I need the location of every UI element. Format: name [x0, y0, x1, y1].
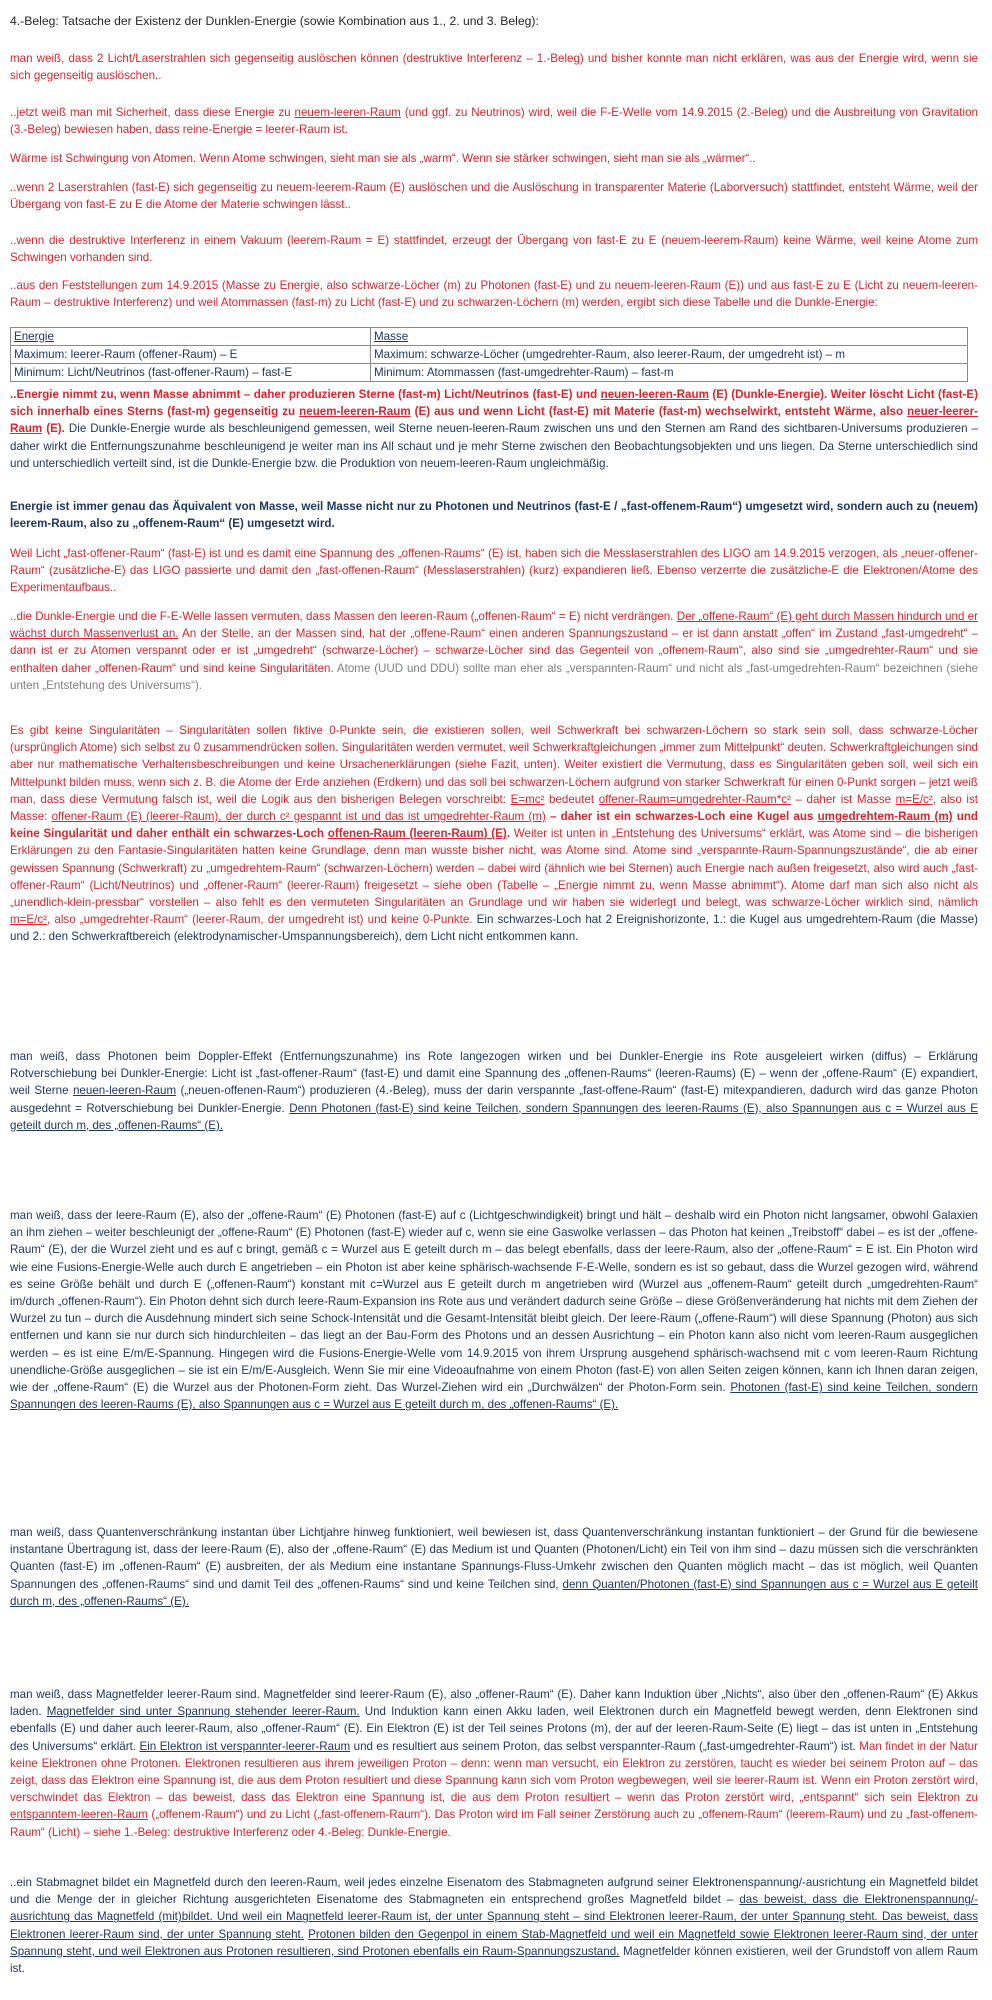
underlined-text-run: neuem-leeren-Raum: [294, 106, 401, 119]
section-heading-4: 4.-Beleg: Tatsache der Existenz der Dunklen-Energie (sowie Kombination aus 1., 2. und 3. Beleg):: [10, 14, 539, 28]
underlined-text-run: neuen-leeren-Raum: [72, 1084, 177, 1098]
paragraph: [10, 50, 978, 84]
paragraph: [10, 608, 978, 694]
underlined-text-run: offenen-Raum (leeren-Raum) (E): [327, 827, 507, 841]
paragraph: [10, 150, 978, 167]
text-run: man weiß, dass Quantenverschränkung instantan über Lichtjahre hinweg funktioniert, weil bewiesen ist, dass Quantenverschränkung instantan funktioniert – der Grund für die bewiesene instantane Übertragung ist, dass der leere-Raum (E), also der „offene-Raum“ (E) das Medium ist und Quanten (Photonen/Licht) ein Teil von ihm sind – dazu müssen sich die verschränkten Quanten (fast-E) im „offenen-Raum“ (E) ausbreiten, der als Medium eine instantane Spannungs-Fluss-Umkehr zwischen den Quanten möglich macht – das ist möglich, weil Quanten Spannungen des „offenen-Raums“ sind und damit Teil des „offenen-Raums“ sind und keine Teilchen sind,: [10, 1526, 978, 1591]
underlined-text-run: Magnetfelder sind unter Spannung stehender leerer-Raum.: [46, 1705, 360, 1719]
text-run: An der Stelle, an der Massen sind, hat der „offene-Raum“ einen anderen Spannungszustand – er ist dann anstatt „offen“ im Zustand „fast-umgedreht“ – dann ist er zu Atomen verspannt oder er ist „umgedreht“ (schwarze-Löcher) – schwarze-Löcher sind das Gegenteil von „offenem-Raum“, also sind sie „umgedrehter-Raum“ und sie enthalten daher „offenen-Raum“ und sind keine Singularitäten.: [10, 627, 979, 675]
underlined-text-run: Denn Photonen (fast-E) sind keine Teilchen, sondern Spannungen des leeren-Raums (E), also Spannungen aus c = Wurzel aus E geteilt durch m, des „offenen-Raums“ (E).: [10, 1101, 978, 1132]
text-run: Weil Licht „fast-offener-Raum“ (fast-E) ist und es damit eine Spannung des „offenen-Raums“ (E) ist, haben sich die Messlaserstrahlen des LIGO am 14.9.2015 verzogen, als „neuer-offener-Raum“ (zusätzliche-E) das LIGO passierte und damit den „fast-offenen-Raum“ (Messlaserstrahlen) (kurz) expandieren ließ. Ebenso verzerrte die zusätzliche-E die Elektronen/Atome des Experimentaufbaus..: [10, 547, 978, 595]
text-run: Man findet in der Natur keine Elektronen ohne Protonen. Elektronen resultieren aus ihrem jeweiligen Proton – denn: wenn man versucht, ein Elektron zu zerstören, taucht es wieder bei seinem Proton auf – das zeigt, dass das Elektron eine Spannung ist, die aus dem Proton resultiert und diese Spannung kann sich vom Proton wegbewegen, weil sie leerer-Raum ist. Wenn ein Proton zerstört wird, verschwindet das Elektron – das beweist, dass das Elektron eine Spannung ist, die aus dem Proton resultiert – wenn das Proton zerstört wird, „entspannt“ sich sein Elektron zu: [10, 1739, 978, 1805]
text-run: ..wenn die destruktive Interferenz in einem Vakuum (leerem-Raum = E) stattfindet, erzeugt der Übergang von fast-E zu E (neuem-leerem-Raum) keine Wärme, weil keine Atome zum Schwingen vorhanden sind.: [10, 234, 978, 265]
table-header-row: [11, 328, 968, 346]
paragraph: [10, 1048, 978, 1134]
text-run: Es gibt keine Singularitäten – Singularitäten sollen fiktive 0-Punkte sein, die existieren sollen, weil Schwerkraft bei schwarzen-Löchern so stark sein soll, dass schwarze-Löcher (ursprünglich Atome) sich selbst zu 0 zusammendrücken sollen. Singularitäten werden vermutet, weil Schwerkraftgleichungen „immer zum Mittelpunkt“ deuten. Schwerkraftgleichungen sind aber nur mathematische Verhaltensbeschreibungen und keine Ursachenerklärungen (siehe Fazit, unten). Weiter existiert die Vermutung, dass es Singularitäten geben soll, weil sich ein Mittelpunkt bilden muss, wenn sich z. B. die Atome der Erde anziehen (Erdkern) und das soll bei schwarzen-Löchern aufgrund von starker Schwerkraft für einen 0-Punkt sorgen – jetzt weiß man, dass diese Vermutung falsch ist, weil die Logik aus den bisherigen Belegen vorschreibt:: [10, 724, 978, 806]
text-run: Weiter ist unten in „Entstehung des Universums“ erklärt, was Atome sind – die bisherigen Erklärungen zu den Fantasie-Singularitäten hatten keine Grundlage, denn man wusste bisher nicht, was Atome sind. Atome sind „verspannte-Raum-Spannungszustände“, die ab einer gewissen Spannung (Schwerkraft) zu „umgedrehtem-Raum“ (schwarzen-Löchern) werden – dabei wird (ähnlich wie bei Sternen) auch Energie nach außen freigesetzt, also wird auch „fast-offener-Raum“ (Licht/Neutrinos) und „offener-Raum“ (leerer-Raum) freigesetzt – siehe oben (Tabelle – „Energie nimmt zu, wenn Masse abnimmt“). Atome darf man sich also nicht als „unendlich-klein-pressbar“ vorstellen – also fehlt es den vermuteten Singularitäten an Grundlage und wir haben sie widerlegt und belegt, was schwarze-Löcher wirklich sind, nämlich: [10, 827, 978, 910]
text-run: Die Dunkle-Energie wurde als beschleunigend gemessen, weil Sterne neuen-leeren-Raum zwischen uns und den Sternen am Rand des sichtbaren-Universums produzieren – daher wirkt die Entfernungszunahme beschleunigend je weiter man ins All schaut und je mehr Sterne zwischen den Beobachtungsobjekten und uns liegen. Da Sterne unterschiedlich sind und unterschiedlich verteilt sind, ist die Dunkle-Energie bzw. die Produktion von neuem-leeren-Raum ungleichmäßig.: [10, 422, 978, 470]
paragraph: [10, 1207, 978, 1413]
underlined-text-run: Protonen bilden den Gegenpol in einem Stab-Magnetfeld und weil ein Magnetfeld sowie Elektronen leerer-Raum sind, der unter Spannung steht, und weil Elektronen aus Protonen resultieren, sind Protonen ebenfalls ein Raum-Spannungszustand.: [10, 1927, 978, 1958]
table-cell: Maximum: leerer-Raum (offener-Raum) – E: [11, 346, 371, 364]
text-run: man weiß, dass Magnetfelder leerer-Raum sind. Magnetfelder sind leerer-Raum (E), also „offener-Raum“ (E). Daher kann Induktion über „Nichts“, also über den „offenen-Raum“ (E) Akkus laden.: [10, 1688, 978, 1719]
table-row: [11, 364, 968, 382]
text-run: man weiß, dass Photonen beim Doppler-Effekt (Entfernungszunahme) ins Rote langezogen wirken und bei Dunkler-Energie ins Rote ausgeleiert wirken (diffus) – Erklärung Rotverschiebung bei Dunkler-Energie: Licht ist „fast-offener-Raum“ (fast-E) und damit eine Spannung des „offenen-Raums“ (leeren-Raums) (E) – wenn der „offene-Raum“ (E) expandiert, weil Sterne: [10, 1050, 978, 1098]
paragraph: [10, 1686, 978, 1841]
paragraph: [10, 545, 978, 597]
paragraph: [10, 1874, 978, 1977]
underlined-text-run: neuem-leeren-Raum: [299, 405, 411, 419]
text-run: (und ggf. zu Neutrinos) wird, weil die F-E-Welle vom 14.9.2015 (2.-Beleg) und die Ausbreitung von Gravitation (3.-Beleg) bewiesen haben, dass reine-Energie = leerer-Raum ist.: [10, 106, 978, 137]
table-header-energy: Energie: [11, 328, 371, 346]
paragraph: [10, 179, 978, 213]
underlined-text-run: das beweist, dass die Elektronenspannung/-ausrichtung das Magnetfeld (mit)bildet. Und weil ein Magnetfeld leerer-Raum ist, der unter Spannung steht – sind Elektronen leerer-Raum, der unter Spannung steht. Das beweist, dass Elektronen leerer-Raum sind, der unter Spannung steht.: [10, 1893, 978, 1941]
underlined-text-run: neuer-leerer-Raum: [10, 405, 979, 436]
text-run: (E).: [42, 422, 65, 436]
text-run: Atome (UUD und DDU) sollte man eher als „verspannten-Raum“ und nicht als „fast-umgedrehten-Raum“ bezeichnen (siehe unten „Entstehung des Universums“).: [10, 661, 978, 692]
text-run: Energie ist immer genau das Äquivalent von Masse, weil Masse nicht nur zu Photonen und Neutrinos (fast-E / „fast-offenem-Raum“) umgesetzt wird, sondern auch zu (neuem) leerem-Raum, also zu „offenem-Raum“ (E) umgesetzt wird.: [10, 500, 978, 531]
text-run: ..ein Stabmagnet bildet ein Magnetfeld durch den leeren-Raum, weil jedes einzelne Eisenatom des Stabmagneten aufgrund seiner Elektronenspannung/-ausrichtung ein Magnetfeld bildet und die Menge der in gleicher Richtung ausgerichteten Eisenatome des Stabmagneten ein entsprechend großes Magnetfeld bildet –: [10, 1876, 978, 1907]
text-run: und keine Singularität und daher enthält ein schwarzes-Loch: [10, 810, 978, 841]
table-row: [11, 346, 968, 364]
underlined-text-run: m=E/c²: [10, 913, 48, 927]
underlined-text-run: neuen-leeren-Raum: [600, 388, 709, 401]
paragraph: [10, 722, 978, 946]
table-cell: Minimum: Atommassen (fast-umgedrehter-Raum) – fast-m: [371, 364, 968, 382]
underlined-text-run: Ein Elektron ist verspannter-leerer-Raum: [139, 1739, 351, 1753]
text-run: Ein schwarzes-Loch hat 2 Ereignishorizonte, 1.: die Kugel aus umgedrehtem-Raum (die Masse) und 2.: den Schwerkraftbereich (elektrodynamischer-Umspannungsbereich), dem Licht nicht entkommen kann.: [10, 913, 978, 944]
underlined-text-run: E=mc²: [510, 792, 545, 806]
text-run: Und Induktion kann einen Akku laden, weil Elektronen durch ein Magnetfeld bewegt werden, denn Elektronen sind ebenfalls (E) und daher auch leerer-Raum, also „offener-Raum“ (E). Ein Elektron (E) ist der Teil seines Protons (m), der auf der leeren-Raum-Seite (E) liegt – das ist unten in „Entstehung des Universums“ erklärt.: [10, 1705, 978, 1753]
text-run: (E) aus und wenn Licht (fast-E) mit Materie (fast-m) wechselwirkt, entsteht Wärme, also: [410, 405, 908, 419]
underlined-text-run: offener-Raum (E) (leerer-Raum), der durch c² gespannt ist und das ist umgedrehter-Raum (m): [51, 810, 546, 824]
text-run: man weiß, dass der leere-Raum (E), also der „offene-Raum“ (E) Photonen (fast-E) auf c (Lichtgeschwindigkeit) bringt und hält – deshalb wird ein Photon nicht langsamer, obwohl Galaxien an ihm ziehen – weiter beschleunigt der „offene-Raum“ (E) Photonen (fast-E) wieder auf c, wenn sie eine Gaswolke verlassen – das Photon hat keinen „Treibstoff“ dabei – es ist der „offene-Raum“ (E), der die Wurzel zieht und es auf c bringt, gemäß c = Wurzel aus E geteilt durch m – das belegt ebenfalls, dass der leere-Raum, also der „offene-Raum“ = E ist. Ein Photon wird wie eine Fusions-Energie-Welle auch durch E angetrieben – ein Photon ist aber keine sphärisch-wachsende F-E-Welle, sondern es ist so gebaut, dass die Wurzel gezogen wird, während es seine Größe behält und durch E („offenen-Raum“) konstant mit c=Wurzel aus E geteilt durch m angetrieben wird (Wurzel aus „offenem-Raum“ geteilt durch „umgedrehten-Raum“ im/durch „offenen-Raum“). Ein Photon dehnt sich durch leere-Raum-Expansion ins Rote aus und verändert dadurch seine Größe – diese Größenveränderung hat nichts mit dem Ziehen der Wurzel zu tun – durch die Ausdehnung mindert sich seine Schock-Intensität und die Gesamt-Intensität bleibt gleich. Der leere-Raum („offene-Raum“) will diese Spannung (Photon) aus sich entfernen und kann sie nur durch sich hindurchleiten – das liegt an der Bau-Form des Photons und an dessen Ausrichtung – ein Photon kann also nicht vom leeren-Raum ausgeglichen werden – es ist eine E/m/E-Spannung. Hingegen wird die Fusions-Energie-Welle vom 14.9.2015 von ihrem Ursprung ausgehend sphärisch-wachsend mit c vom leeren-Raum Richtung unendliche-Größe ausgeglichen – sie ist ein E/m/E-Ausgleich. Wenn Sie mir eine Videoaufnahme von einem Photon (fast-E) von allen Seiten zeigen können, kann ich Ihnen daran zeigen, wie der „offene-Raum“ (E) die Wurzel aus der Photonen-Form zieht. Das Wurzel-Ziehen wird ein „Durchwälzen“ der Photon-Form sein.: [10, 1209, 978, 1395]
text-run: – daher ist Masse: [790, 792, 896, 806]
text-run: (E) (Dunkle-Energie). Weiter löscht Licht (fast-E) sich innerhalb eines Sterns (fast-m) gegenseitig zu: [10, 388, 978, 419]
text-run: („offenem-Raum“) und zu Licht („fast-offenem-Raum“). Das Proton wird im Fall seiner Zerstörung auch zu „offenem-Raum“ (leerem-Raum) und zu „fast-offenem-Raum“ (Licht) – siehe 1.-Beleg: destruktive Interferenz oder 4.-Beleg: Dunkle-Energie.: [10, 1808, 978, 1839]
paragraph: [10, 232, 978, 266]
text-run: man weiß, dass 2 Licht/Laserstrahlen sich gegenseitig auslöschen können (destruktive Interferenz – 1.-Beleg) und bisher konnte man nicht erklären, was aus der Energie wird, wenn sie sich gegenseitig auslöschen..: [10, 52, 978, 83]
paragraph: [10, 386, 978, 472]
text-run: Magnetfelder können existieren, weil der Grundstoff von allem Raum ist.: [10, 1944, 979, 1976]
table-cell: Minimum: Licht/Neutrinos (fast-offener-Raum) – fast-E: [11, 364, 371, 382]
text-run: .: [506, 827, 510, 841]
text-run: Wärme ist Schwingung von Atomen. Wenn Atome schwingen, sieht man sie als „warm“. Wenn sie stärker schwingen, sieht man sie als „wärmer“..: [10, 152, 756, 165]
underlined-text-run: m=E/c²: [895, 792, 933, 806]
underlined-text-run: Photonen (fast-E) sind keine Teilchen, sondern Spannungen des leeren-Raums (E), also Spannungen aus c = Wurzel aus E geteilt durch m, des „offenen-Raums“ (E).: [10, 1381, 978, 1412]
underlined-text-run: umgedrehtem-Raum (m): [817, 810, 953, 824]
underlined-text-run: entspanntem-leeren-Raum: [10, 1808, 148, 1822]
underlined-text-run: denn Quanten/Photonen (fast-E) sind Spannungen aus c = Wurzel aus E geteilt durch m, des „offenen-Raums“ (E).: [10, 1577, 978, 1608]
text-run: – daher ist ein schwarzes-Loch eine Kugel aus: [545, 810, 818, 824]
text-run: , also „umgedrehter-Raum“ (leerer-Raum, der umgedreht ist) und keine 0-Punkte.: [47, 913, 473, 927]
text-run: ..die Dunkle-Energie und die F-E-Welle lassen vermuten, dass Massen den leeren-Raum („offenen-Raum“ = E) nicht verdrängen.: [10, 610, 677, 623]
underlined-text-run: Der „offene-Raum“ (E) geht durch Massen hindurch und er wächst durch Massenverlust an.: [10, 610, 978, 641]
text-run: bedeutet: [544, 792, 599, 806]
paragraph: [10, 104, 978, 138]
paragraph: [10, 1524, 978, 1610]
text-run: und es resultiert aus seinem Proton, das selbst verspannter-Raum („fast-umgedrehter-Raum“) ist.: [350, 1739, 856, 1753]
text-run: („neuen-offenen-Raum“) produzieren (4.-Beleg), muss der darin verspannte „fast-offene-Raum“ (fast-E) mitexpandieren, dadurch wird das ganze Photon ausgedehnt = Rotverschiebung bei Dunkler-Energie.: [10, 1084, 978, 1115]
table-header-masse: Masse: [371, 328, 968, 346]
text-run: , also ist Masse:: [10, 792, 978, 824]
text-run: ..wenn 2 Laserstrahlen (fast-E) sich gegenseitig zu neuem-leerem-Raum (E) auslöschen und die Auslöschung in transparenter Materie (Laborversuch) stattfindet, entsteht Wärme, weil der Übergang von fast-E zu E die Atome der Materie schwingen lässt..: [10, 181, 978, 212]
underlined-text-run: offener-Raum=umgedrehter-Raum*c²: [598, 792, 791, 806]
table-cell: Maximum: schwarze-Löcher (umgedrehter-Raum, also leerer-Raum, der umgedreht ist) – m: [371, 346, 968, 364]
paragraph: [10, 277, 978, 311]
paragraph: [10, 498, 978, 532]
energy-mass-table: [10, 327, 968, 382]
text-run: ..aus den Feststellungen zum 14.9.2015 (Masse zu Energie, also schwarze-Löcher (m) zu Photonen (fast-E) und zu neuem-leeren-Raum (E)) und aus fast-E zu E (Licht zu neuem-leeren-Raum – destruktive Interferenz) und weil Atommassen (fast-m) zu Licht (fast-E) und zu schwarzen-Löchern (m) werden, ergibt sich diese Tabelle und die Dunkle-Energie:: [10, 279, 978, 310]
text-run: ..jetzt weiß man mit Sicherheit, dass diese Energie zu: [10, 106, 295, 119]
text-run: ..Energie nimmt zu, wenn Masse abnimmt – daher produzieren Sterne (fast-m) Licht/Neutrinos (fast-E) und: [10, 388, 601, 401]
